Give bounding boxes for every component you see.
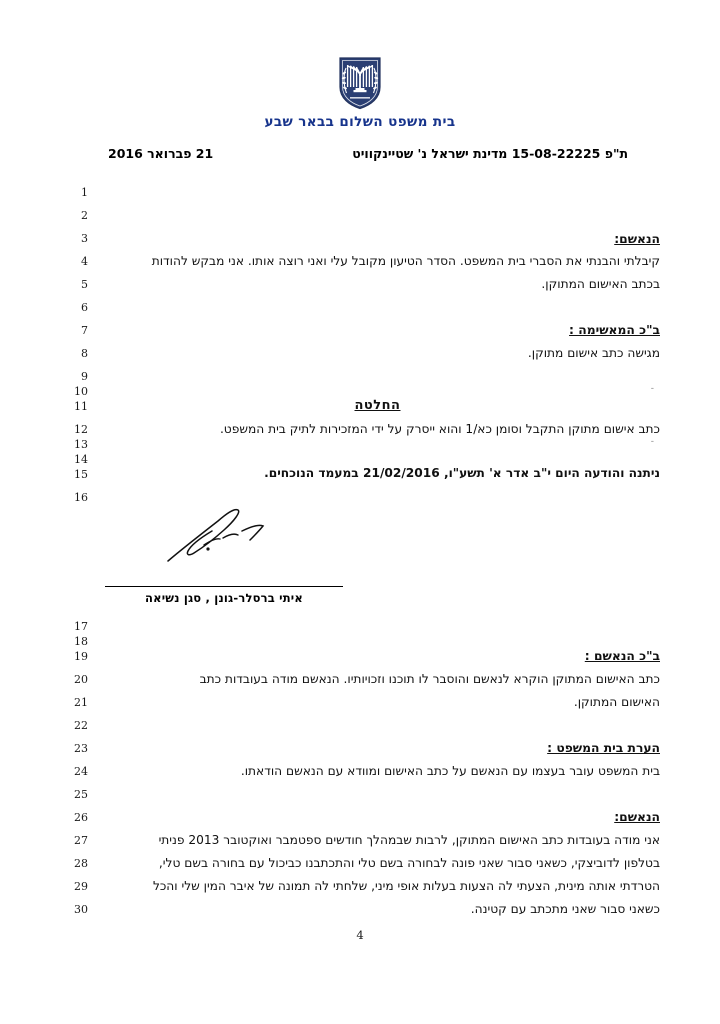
line-number: 24 xyxy=(74,765,88,778)
decision-heading-text: החלטה xyxy=(354,398,401,413)
line-number: 1 xyxy=(81,186,88,199)
line-number: 29 xyxy=(74,880,88,893)
line-number: 7 xyxy=(81,324,88,337)
decision-body-text: כתב אישום מתוקן התקבל וסומן כא/1 והוא ייסרק על ידי המזכירות לתיק בית המשפט. xyxy=(219,422,660,436)
handwritten-signature-icon xyxy=(160,505,290,567)
line-number: 6 xyxy=(81,301,88,314)
signature-rule xyxy=(105,586,343,587)
judge-name: איתי ברסלר-גונן , סגן נשיאה xyxy=(145,591,303,605)
line-number: 30 xyxy=(74,903,88,916)
defendant-heading-second: הנאשם: xyxy=(614,810,660,824)
prosecutor-heading: ב"כ המאשימה : xyxy=(569,323,660,337)
defense-counsel-line-2: האישום המתוקן. xyxy=(573,695,660,709)
defense-counsel-heading: ב"כ הנאשם : xyxy=(584,649,660,663)
line-number: 22 xyxy=(74,719,88,732)
line-number: 10 xyxy=(74,385,88,398)
line-number: 15 xyxy=(74,468,88,481)
line-number: 11 xyxy=(74,400,88,413)
signature-block xyxy=(100,505,360,615)
line-number: 17 xyxy=(74,620,88,633)
line-number: 4 xyxy=(81,255,88,268)
case-header-row xyxy=(92,146,628,166)
line-number: 26 xyxy=(74,811,88,824)
line-number: 20 xyxy=(74,673,88,686)
court-note-text: בית המשפט עובר בעצמו עם הנאשם על כתב האישום ומוודא עם הנאשם הודאתו. xyxy=(240,764,660,778)
emblem-container xyxy=(0,56,720,110)
line-number: 16 xyxy=(74,491,88,504)
line-number: 9 xyxy=(81,370,88,383)
israel-state-emblem-icon xyxy=(338,56,382,110)
line-number: 3 xyxy=(81,232,88,245)
defendant-heading-first: הנאשם: xyxy=(614,232,660,246)
line-number: 12 xyxy=(74,423,88,436)
line-number: 5 xyxy=(81,278,88,291)
case-number: ת"פ 15-08-22225 מדינת ישראל נ' שטיינקוויט xyxy=(352,146,628,161)
defendant-confession-line-4: כשאני סבור שאני מתכתב עם קטינה. xyxy=(470,902,660,916)
court-title: בית משפט השלום בבאר שבע xyxy=(264,114,456,130)
prosecutor-statement: מגישה כתב אישום מתוקן. xyxy=(527,346,660,360)
defense-counsel-line-1: כתב האישום המתוקן הוקרא לנאשם והוסבר לו תוכנו וזכויותיו. הנאשם מודה בעובדות כתב xyxy=(199,672,660,686)
line-number: 13 xyxy=(74,438,88,451)
given-notice-text: ניתנה והודעה היום י"ב אדר א' תשע"ו, 21/02/2016 במעמד הנוכחים. xyxy=(264,466,660,480)
page-number: 4 xyxy=(356,928,364,942)
defendant-statement-line-1: קיבלתי והבנתי את הסברי בית המשפט. הסדר הטיעון מקובל עלי ואני רוצה אותו. אני מבקש להודות xyxy=(151,254,660,268)
defendant-confession-line-3: הטרדתי אותה מינית, הצעתי לה הצעות בעלות אופי מיני, שלחתי לה תמונה של איבר המין שלי והכל xyxy=(152,879,660,893)
line-number: 8 xyxy=(81,347,88,360)
line-number: 27 xyxy=(74,834,88,847)
defendant-confession-line-2: בטלפון לדוביצקי, כשאני סבור שאני פונה לבחורה בשם טלי והתכתבנו כביכול עם בחורה בשם טלי, xyxy=(158,856,660,870)
court-note-heading: הערת בית המשפט : xyxy=(547,741,660,755)
margin-tick-mark-lower: ־ xyxy=(650,439,654,449)
line-number: 2 xyxy=(81,209,88,222)
line-number: 25 xyxy=(74,788,88,801)
line-number: 21 xyxy=(74,696,88,709)
defendant-statement-line-2: בכתב האישום המתוקן. xyxy=(541,277,660,291)
line-number: 28 xyxy=(74,857,88,870)
defendant-confession-line-1: אני מודה בעובדות כתב האישום המתוקן, לרבות שבמהלך חודשים ספטמבר ואוקטובר 2013 פניתי xyxy=(158,833,660,847)
line-number: 23 xyxy=(74,742,88,755)
margin-tick-mark-upper: ־ xyxy=(650,386,654,396)
line-number: 14 xyxy=(74,453,88,466)
line-number: 19 xyxy=(74,650,88,663)
document-date: 21 פברואר 2016 xyxy=(108,146,214,161)
line-number: 18 xyxy=(74,635,88,648)
decision-heading xyxy=(95,398,660,413)
